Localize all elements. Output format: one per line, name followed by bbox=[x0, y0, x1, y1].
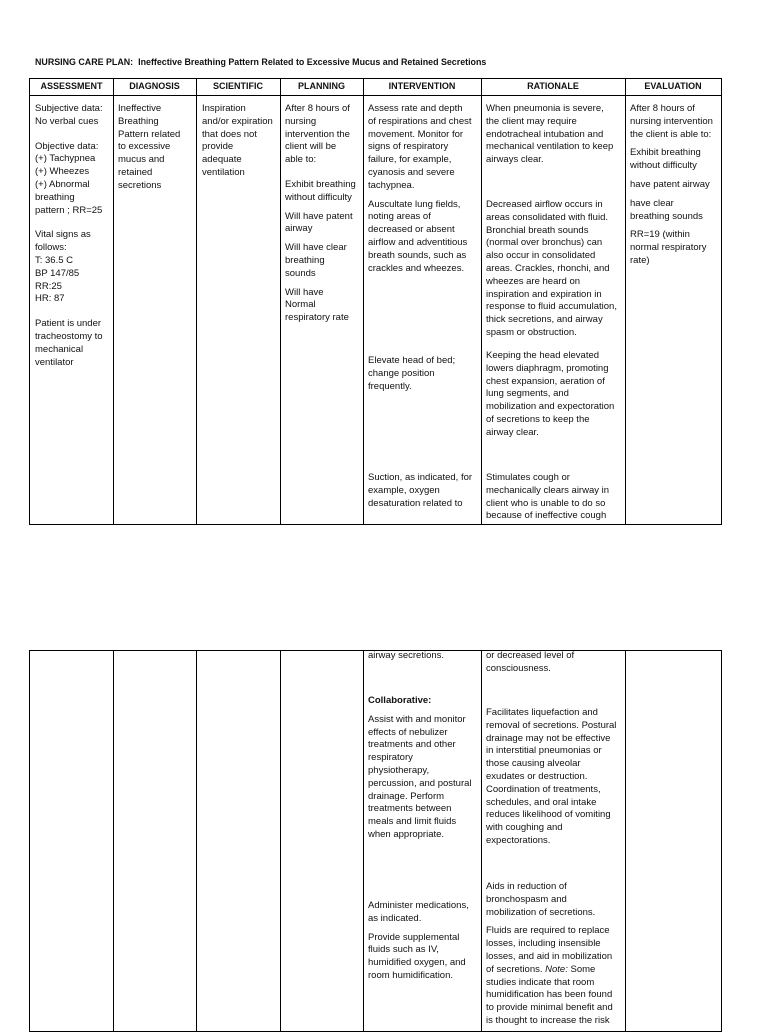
text-line: mobilization and expectoration bbox=[486, 401, 615, 413]
intervention-block-4 bbox=[368, 650, 480, 663]
text-line: airflow and adventitious bbox=[368, 236, 468, 248]
text-line: After 8 hours of bbox=[630, 103, 695, 114]
text-line: breathing sounds bbox=[630, 210, 703, 222]
text-line: signs of respiratory bbox=[368, 141, 449, 153]
text-line: percussion, and postural bbox=[368, 777, 472, 789]
rationale-block-4 bbox=[486, 472, 626, 523]
rationale-block-3 bbox=[486, 350, 626, 440]
text-line: RR=19 (within bbox=[630, 229, 690, 241]
diagnosis-cell bbox=[118, 103, 196, 193]
text-line: mucus and bbox=[118, 154, 165, 166]
text-line: lowers diaphragm, promoting bbox=[486, 362, 609, 374]
text-line: or decreased level of bbox=[486, 650, 575, 661]
rationale-block-7 bbox=[486, 881, 626, 1028]
text-line: breath sounds, such as bbox=[368, 249, 467, 261]
text-line: Fluids are required to replace bbox=[486, 925, 610, 937]
text-line: as indicated. bbox=[368, 912, 422, 924]
note-label: Note: bbox=[545, 963, 568, 975]
text-line: (normal over bronchus) can bbox=[486, 237, 603, 249]
text-line: follows: bbox=[35, 242, 67, 254]
text-line: thick secretions, and airway bbox=[486, 314, 603, 326]
text-line: mechanical bbox=[35, 343, 84, 355]
text-line: Keeping the head elevated bbox=[486, 350, 600, 361]
rationale-block-2 bbox=[486, 199, 626, 340]
text-line: studies indicate that room bbox=[486, 976, 595, 988]
text-line: those causing alveolar bbox=[486, 758, 581, 770]
text-line: areas. Crackles, rhonchi, and bbox=[486, 262, 610, 274]
text-line: noting areas of bbox=[368, 211, 431, 223]
text-span: of secretions. bbox=[486, 963, 543, 975]
care-plan-table-page2 bbox=[29, 650, 722, 1032]
text-line: After 8 hours of bbox=[285, 103, 350, 114]
text-line: frequently. bbox=[368, 380, 412, 392]
text-line: the client is able to: bbox=[630, 128, 712, 140]
text-line: to provide minimal benefit and bbox=[486, 1002, 613, 1014]
text-line: losses, including insensible bbox=[486, 938, 601, 950]
text-line: physiotherapy, bbox=[368, 764, 430, 776]
collaborative-heading: Collaborative: bbox=[368, 695, 432, 706]
text-line: tracheostomy to bbox=[35, 330, 103, 342]
header-intervention: INTERVENTION bbox=[388, 81, 456, 91]
text-line: normal respiratory bbox=[630, 242, 707, 254]
evaluation-cell bbox=[630, 103, 722, 268]
text-line: No verbal cues bbox=[35, 115, 99, 127]
text-line: Patient is under bbox=[35, 318, 102, 330]
text-line: of secretions to keep the bbox=[486, 413, 590, 425]
text-line: ventilation bbox=[202, 166, 245, 178]
rationale-block-5 bbox=[486, 650, 626, 676]
text-line: exudates or destruction. bbox=[486, 770, 588, 782]
text-line: (+) Wheezes bbox=[35, 166, 90, 178]
text-line: airways clear. bbox=[486, 154, 544, 166]
text-line: nursing intervention bbox=[630, 115, 713, 127]
text-line: failure, for example, bbox=[368, 154, 452, 166]
intervention-block-3 bbox=[368, 472, 480, 510]
text-line: change position bbox=[368, 367, 435, 379]
text-line: airway bbox=[285, 223, 313, 235]
care-plan-table-page1 bbox=[29, 78, 722, 525]
text-line: Stimulates cough or bbox=[486, 472, 570, 483]
text-line: Pattern related bbox=[118, 128, 181, 140]
text-line: without difficulty bbox=[630, 160, 697, 172]
text-line: Objective data: bbox=[35, 140, 99, 152]
text-line: drainage. Perform bbox=[368, 790, 445, 802]
text-line: Ineffective bbox=[118, 103, 162, 114]
text-line: Vital signs as bbox=[35, 229, 91, 241]
text-line: respiratory rate bbox=[285, 312, 349, 324]
text-line: example, oxygen bbox=[368, 484, 440, 496]
text-line: that does not bbox=[202, 128, 257, 140]
text-line: endotracheal intubation and bbox=[486, 128, 604, 140]
text-line: able to: bbox=[285, 154, 317, 166]
scientific-cell bbox=[202, 103, 280, 180]
text-line: lung segments, and bbox=[486, 388, 569, 400]
text-line: response to fluid accumulation, bbox=[486, 301, 617, 313]
text-line: fluids such as IV, bbox=[368, 944, 439, 956]
intervention-block-6 bbox=[368, 900, 480, 983]
text-line: inspiration and expiration in bbox=[486, 288, 602, 300]
text-line: intervention the bbox=[285, 128, 350, 140]
text-line: (+) Abnormal bbox=[35, 178, 90, 190]
text-line: Will have clear bbox=[285, 242, 347, 254]
text-line: respiratory bbox=[368, 752, 413, 764]
text-line: Provide supplemental bbox=[368, 931, 460, 943]
text-line: room humidification. bbox=[368, 969, 454, 981]
text-line: with coughing and bbox=[486, 822, 563, 834]
text-line: humidification has been found bbox=[486, 989, 613, 1001]
text-line: BP 147/85 bbox=[35, 267, 80, 279]
text-line: Aids in reduction of bbox=[486, 881, 567, 892]
text-line: (+) Tachypnea bbox=[35, 153, 96, 165]
text-line: mechanically clears airway in bbox=[486, 484, 610, 496]
text-line: also occur in consolidated bbox=[486, 250, 596, 262]
text-line: removal of secretions. Postural bbox=[486, 719, 617, 731]
text-line: crackles and wheezes. bbox=[368, 262, 465, 274]
text-line: Normal bbox=[285, 299, 316, 311]
text-line: airway secretions. bbox=[368, 650, 445, 661]
text-line: expectorations. bbox=[486, 834, 551, 846]
text-line: RR:25 bbox=[35, 280, 62, 292]
header-scientific: SCIENTIFIC bbox=[212, 81, 263, 91]
intervention-block-1 bbox=[368, 103, 480, 275]
text-line: effects of nebulizer bbox=[368, 726, 448, 738]
text-line: is thought to increase the risk bbox=[486, 1014, 610, 1026]
text-line: treatments between bbox=[368, 803, 452, 815]
text-line: nursing bbox=[285, 115, 317, 127]
text-line: chest expansion, aeration of bbox=[486, 375, 605, 387]
text-line: Will have patent bbox=[285, 210, 353, 222]
text-line: schedules, and oral intake bbox=[486, 796, 597, 808]
text-line: Elevate head of bed; bbox=[368, 355, 456, 366]
text-line: to excessive bbox=[118, 141, 171, 153]
text-line: Exhibit breathing bbox=[630, 147, 701, 159]
text-line: and/or expiration bbox=[202, 115, 273, 127]
text-line: Auscultate lung fields, bbox=[368, 198, 461, 210]
planning-cell bbox=[285, 103, 363, 325]
text-line: Assess rate and depth bbox=[368, 103, 463, 114]
text-line: secretions bbox=[118, 179, 162, 191]
text-line: Facilitates liquefaction and bbox=[486, 707, 598, 718]
rationale-block-1 bbox=[486, 103, 626, 167]
text-line: HR: 87 bbox=[35, 293, 65, 305]
text-line: reduces likelihood of vomiting bbox=[486, 809, 611, 821]
text-line: mechanical ventilation to keep bbox=[486, 141, 614, 153]
text-line: consciousness. bbox=[486, 662, 551, 674]
header-assessment: ASSESSMENT bbox=[40, 81, 103, 91]
text-line: decreased or absent bbox=[368, 224, 455, 236]
text-line: adequate bbox=[202, 154, 242, 166]
text-line: the client may require bbox=[486, 115, 577, 127]
text-line: breathing bbox=[35, 191, 75, 203]
text-line: client will be bbox=[285, 141, 337, 153]
text-line: wheezes are heard on bbox=[486, 275, 581, 287]
text-line: have patent airway bbox=[630, 178, 710, 190]
text-line: treatments and other bbox=[368, 739, 456, 751]
text-line: cyanosis and severe bbox=[368, 166, 455, 178]
text-line: ventilator bbox=[35, 356, 74, 368]
text-line: tachypnea. bbox=[368, 179, 415, 191]
text-line: Decreased airflow occurs in bbox=[486, 199, 603, 210]
text-line: Subjective data: bbox=[35, 103, 103, 114]
text-line: desaturation related to bbox=[368, 497, 463, 509]
text-line: rate) bbox=[630, 254, 650, 266]
text-line: in interstitial pneumonias or bbox=[486, 745, 602, 757]
text-line: Exhibit breathing bbox=[285, 178, 356, 190]
text-line: of respirations and chest bbox=[368, 115, 472, 127]
text-line: drainage may not be effective bbox=[486, 732, 611, 744]
assessment-cell bbox=[35, 103, 113, 369]
text-line: bronchospasm and bbox=[486, 893, 567, 905]
text-line: movement. Monitor for bbox=[368, 128, 464, 140]
text-line: provide bbox=[202, 141, 234, 153]
header-diagnosis: DIAGNOSIS bbox=[129, 81, 180, 91]
text-line: meals and limit fluids bbox=[368, 816, 457, 828]
text-line: without difficulty bbox=[285, 191, 352, 203]
text-line: client who is unable to do so bbox=[486, 497, 606, 509]
text-line: areas consolidated with fluid. bbox=[486, 211, 608, 223]
text-line: Bronchial breath sounds bbox=[486, 224, 589, 236]
text-line bbox=[486, 964, 626, 977]
text-line: have clear bbox=[630, 197, 674, 209]
text-line: Suction, as indicated, for bbox=[368, 472, 473, 483]
text-line: mobilization of secretions. bbox=[486, 906, 596, 918]
text-line: pattern ; RR=25 bbox=[35, 204, 103, 216]
text-line: because of ineffective cough bbox=[486, 510, 607, 522]
header-rationale: RATIONALE bbox=[527, 81, 579, 91]
text-line: spasm or obstruction. bbox=[486, 326, 577, 338]
text-span: Some bbox=[570, 963, 596, 975]
text-line: Administer medications, bbox=[368, 900, 469, 911]
header-planning: PLANNING bbox=[298, 81, 345, 91]
header-evaluation: EVALUATION bbox=[644, 81, 702, 91]
text-line: Coordination of treatments, bbox=[486, 783, 601, 795]
text-line: retained bbox=[118, 166, 153, 178]
document-title bbox=[35, 56, 486, 69]
text-line: Breathing bbox=[118, 115, 159, 127]
text-line: when appropriate. bbox=[368, 828, 445, 840]
text-line: When pneumonia is severe, bbox=[486, 103, 604, 114]
text-line: humidified oxygen, and bbox=[368, 957, 466, 969]
text-line: Inspiration bbox=[202, 103, 246, 114]
intervention-block-5 bbox=[368, 695, 480, 842]
text-line: T: 36.5 C bbox=[35, 254, 74, 266]
text-line: losses, and aid in mobilization bbox=[486, 950, 613, 962]
title-main: Ineffective Breathing Pattern Related to Excessive Mucus and Retained Secretions bbox=[138, 57, 487, 67]
title-prefix: NURSING CARE PLAN: bbox=[35, 57, 134, 67]
text-line: airway clear. bbox=[486, 426, 539, 438]
text-line: Assist with and monitor bbox=[368, 713, 466, 725]
rationale-block-6 bbox=[486, 707, 626, 848]
text-line: sounds bbox=[285, 267, 316, 279]
text-line: Will have bbox=[285, 286, 324, 298]
intervention-block-2 bbox=[368, 355, 480, 393]
text-line: breathing bbox=[285, 254, 325, 266]
